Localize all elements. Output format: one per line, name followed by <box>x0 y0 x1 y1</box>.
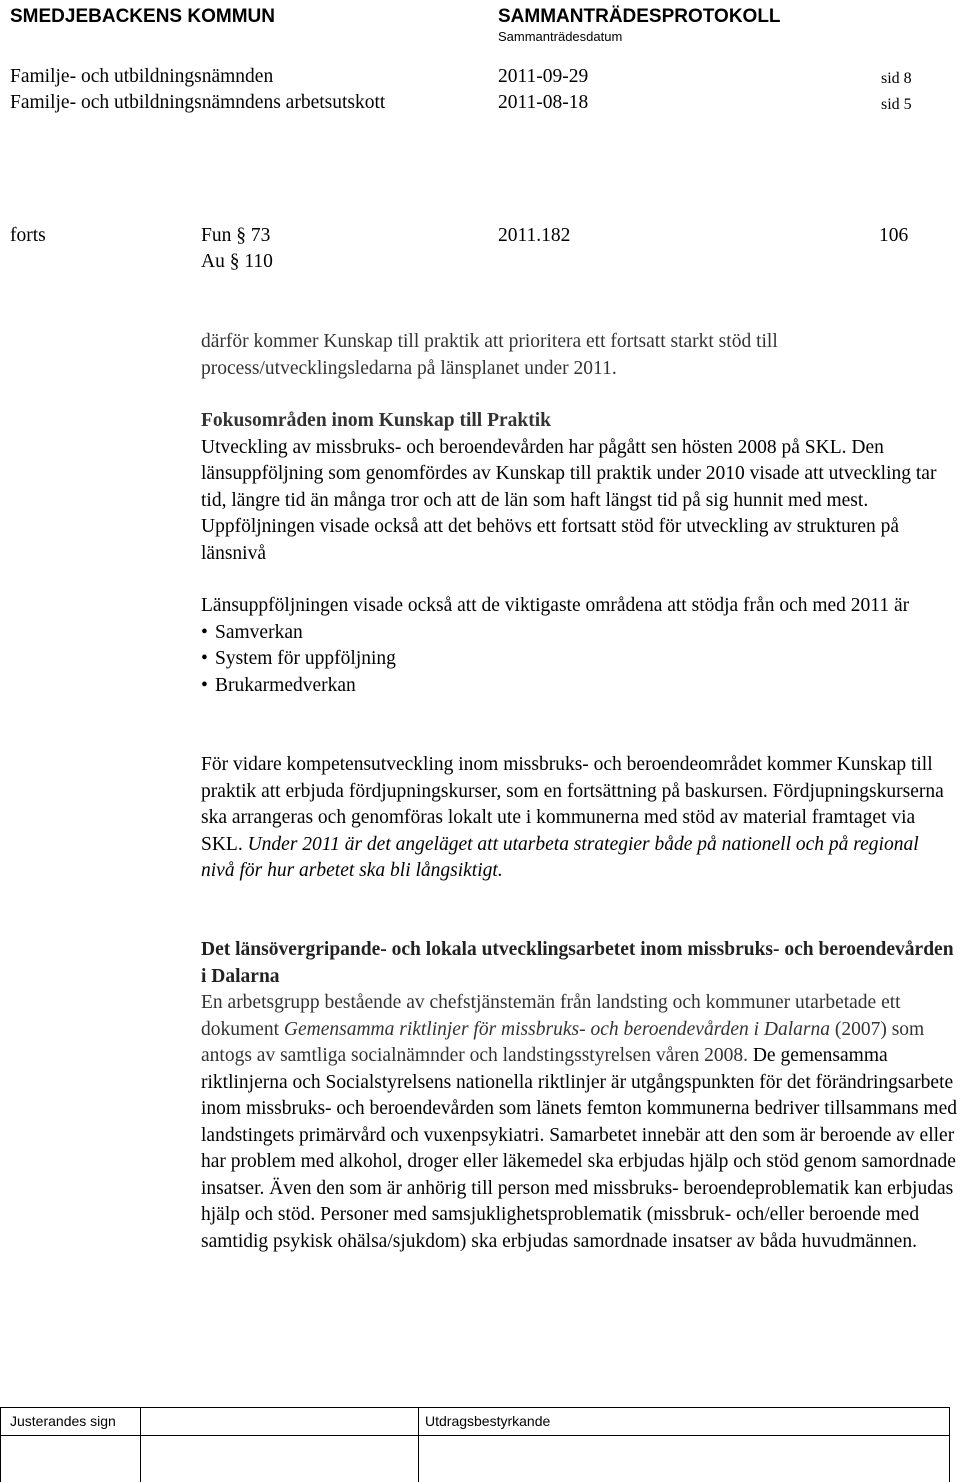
committee-name: Familje- och utbildningsnämnden <box>10 66 274 87</box>
section-competence <box>201 752 946 885</box>
dalarna-text-c: De gemensamma riktlinjerna och Socialstyrelsens nationella riktlinjer är utgångspunkten för det förändringsarbete inom missbruks- och beroendevården som länets femton kommunerna bedriver tillsammans med landstingets primärvård och vuxenpsykiatri. Samarbetet innebär att den som är beroende av eller har problem med alkohol, droger eller läkemedel ska erbjudas hjälp och stöd genom samordnade insatser. Även den som är anhörig till person med missbruks- beroendeproblematik kan erbjudas hjälp och stöd. Personer med samsjuklighetsproblematik (missbruk- och/eller beroende med samtidig psykisk ohälsa/sjukdom) ska erbjudas samordnade insatser av båda huvudmännen. <box>201 1045 957 1252</box>
dalarna-text <box>201 990 959 1255</box>
footer-divider <box>0 1407 1 1482</box>
section-priorities <box>201 593 931 699</box>
au-paragraph: Au § 110 <box>201 251 273 272</box>
date-label: Sammanträdesdatum <box>498 29 623 44</box>
dalarna-text-b: (2007) som antogs av samtliga socialnämnder och landstingsstyrelsen våren 2008. <box>201 1018 925 1066</box>
dalarna-heading: Det länsövergripande- och lokala utvecklingsarbetet inom missbruks- och beroendevården i Dalarna <box>201 939 954 987</box>
list-item: • Brukarmedverkan <box>201 673 931 700</box>
paragraph-intro <box>201 329 901 382</box>
subcommittee-page: sid 5 <box>881 96 912 113</box>
signature-footer <box>0 1407 950 1482</box>
subcommittee-name: Familje- och utbildningsnämndens arbetsutskott <box>10 92 386 113</box>
footer-divider <box>949 1407 950 1482</box>
section-focus <box>201 408 957 567</box>
competence-italic: Under 2011 är det angeläget att utarbeta strategier både på nationell och på regional nivå för hur arbetet ska bli långsiktigt. <box>201 833 919 881</box>
footer-divider <box>140 1407 141 1482</box>
forts-label: forts <box>10 225 46 246</box>
sign-label: Justerandes sign <box>10 1413 116 1429</box>
diary-number: 2011.182 <box>498 225 571 246</box>
committee-date: 2011-09-29 <box>498 66 589 87</box>
priority-list <box>201 620 931 700</box>
list-item: • System för uppföljning <box>201 646 931 673</box>
municipality-name: SMEDJEBACKENS KOMMUN <box>10 6 275 27</box>
footer-top-rule <box>0 1407 950 1408</box>
fun-paragraph: Fun § 73 <box>201 225 271 246</box>
committee-page: sid 8 <box>881 70 912 87</box>
dalarna-text-a: En arbetsgrupp bestående av chefstjänstemän från landsting och kommuner utarbetade ett dokument <box>201 992 901 1040</box>
guideline-title: Gemensamma riktlinjer för missbruks- och beroendevården i Dalarna <box>283 1018 830 1040</box>
footer-divider <box>418 1407 419 1482</box>
case-number: 106 <box>879 225 909 246</box>
focus-text: Utveckling av missbruks- och beroendevården har pågått sen hösten 2008 på SKL. Den länsuppföljning som genomfördes av Kunskap till praktik under 2010 visade att utveckling tar tid, längre tid än många tror och att de län som haft längst tid på sig hunnit med mest. Uppföljningen visade också att det behövs ett fortsatt stöd för utveckling av strukturen på länsnivå <box>201 436 937 564</box>
competence-plain: För vidare kompetensutveckling inom missbruks- och beroendeområdet kommer Kunskap till praktik att erbjuda fördjupningskurser, som en fortsättning på baskursen. Fördjupningskurserna ska arrangeras och genomföras lokalt ute i kommunerna med stöd av material framtaget via SKL. <box>201 754 944 855</box>
list-item: • Samverkan <box>201 620 931 647</box>
excerpt-label: Utdragsbestyrkande <box>425 1413 551 1429</box>
section-dalarna <box>201 937 959 1255</box>
focus-heading: Fokusområden inom Kunskap till Praktik <box>201 410 551 431</box>
intro-text: därför kommer Kunskap till praktik att prioritera ett fortsatt starkt stöd till process/utvecklingsledarna på länsplanet under 2011. <box>201 331 778 379</box>
priorities-text: Länsuppföljningen visade också att de viktigaste områdena att stödja från och med 2011 är <box>201 595 910 616</box>
subcommittee-date: 2011-08-18 <box>498 92 589 113</box>
document-type: SAMMANTRÄDESPROTOKOLL <box>498 6 781 27</box>
footer-mid-rule <box>0 1435 950 1436</box>
competence-text <box>201 752 946 885</box>
